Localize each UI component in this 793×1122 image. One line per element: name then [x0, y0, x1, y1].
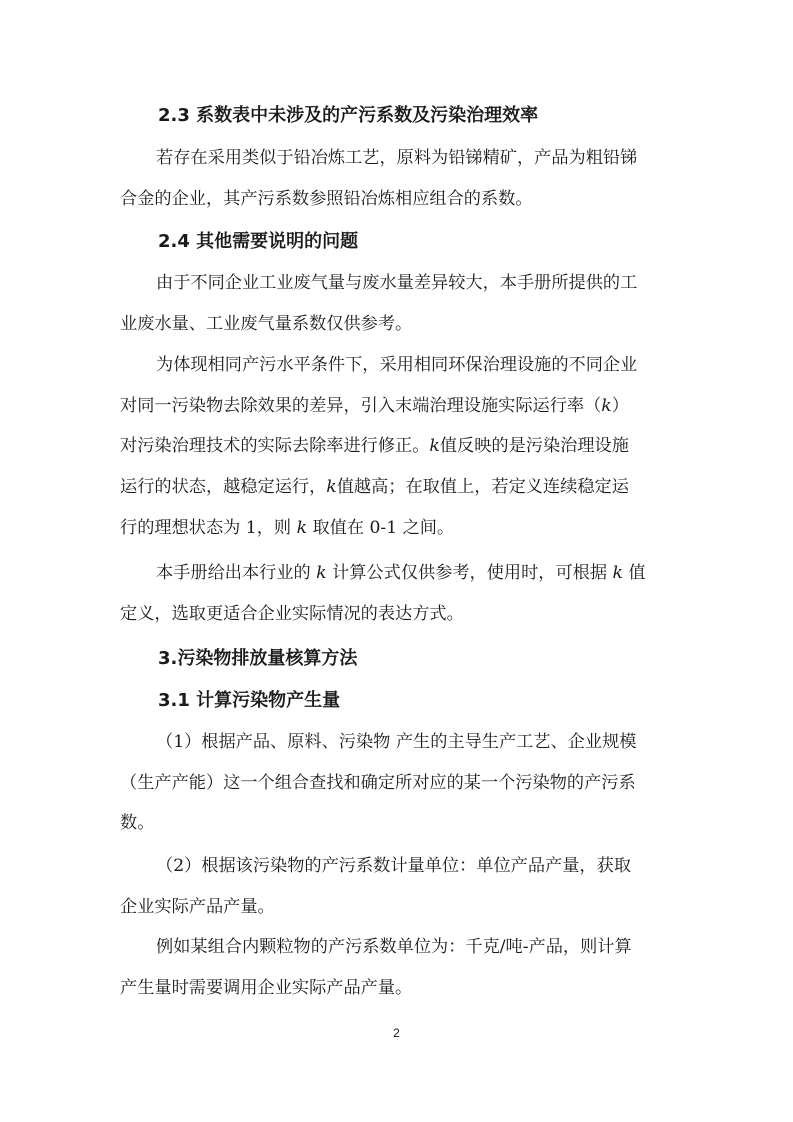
paragraph-line: 行的理想状态为 1，则 k 取值在 0-1 之间。	[120, 517, 455, 538]
paragraph-line: 为体现相同产污水平条件下，采用相同环保治理设施的不同企业	[156, 355, 638, 375]
paragraph-line: 合金的企业，其产污系数参照铅冶炼相应组合的系数。	[120, 188, 533, 209]
paragraph-3-1-2	[120, 846, 672, 927]
paragraph-line: 数。	[120, 813, 155, 834]
paragraph-line: 本手册给出本行业的 k 计算公式仅供参考，使用时，可根据 k 值	[156, 563, 646, 583]
paragraph-2-4-3	[120, 553, 672, 634]
paragraph-line: （2）根据该污染物的产污系数计量单位：单位产品产量，获取	[156, 856, 632, 876]
paragraph-3-1-3	[120, 927, 672, 1008]
paragraph-line: 对同一污染物去除效果的差异，引入末端治理设施实际运行率（k）	[120, 395, 629, 416]
paragraph-line: （生产产能）这一个组合查找和确定所对应的某一个污染物的产污系	[120, 772, 636, 793]
section-heading-3-1: 3.1 计算污染物产生量	[158, 690, 341, 711]
paragraph-2-3	[120, 138, 672, 219]
section-heading-3: 3.污染物排放量核算方法	[158, 648, 358, 669]
paragraph-line: 产生量时需要调用企业实际产品产量。	[120, 977, 413, 998]
paragraph-2-4-2	[120, 345, 672, 549]
paragraph-2-4-1	[120, 263, 672, 344]
paragraph-3-1-1	[120, 722, 672, 844]
variable-k: k	[316, 563, 327, 583]
paragraph-line: 企业实际产品产量。	[120, 896, 275, 917]
variable-k: k	[612, 563, 623, 583]
paragraph-line: 运行的状态，越稳定运行，k值越高；在取值上，若定义连续稳定运	[120, 477, 629, 498]
paragraph-line: 由于不同企业工业废气量与废水量差异较大，本手册所提供的工	[156, 273, 638, 293]
paragraph-line: 业废水量、工业废气量系数仅供参考。	[120, 313, 413, 334]
section-heading-2-3: 2.3 系数表中未涉及的产污系数及污染治理效率	[158, 105, 539, 126]
paragraph-line: 定义，选取更适合企业实际情况的表达方式。	[120, 603, 464, 624]
variable-k: k	[429, 436, 440, 457]
paragraph-line: 对污染治理技术的实际去除率进行修正。k值反映的是污染治理设施	[120, 436, 629, 457]
paragraph-line: 若存在采用类似于铅冶炼工艺，原料为铅锑精矿，产品为粗铅锑	[156, 148, 638, 168]
paragraph-line: 例如某组合内颗粒物的产污系数单位为：千克/吨-产品，则计算	[156, 937, 632, 957]
variable-k: k	[296, 517, 307, 538]
paragraph-line: （1）根据产品、原料、污染物 产生的主导生产工艺、企业规模	[156, 732, 637, 752]
page-number: 2	[393, 1026, 400, 1040]
variable-k: k	[601, 395, 612, 416]
section-heading-2-4: 2.4 其他需要说明的问题	[158, 231, 359, 252]
variable-k: k	[326, 477, 337, 498]
